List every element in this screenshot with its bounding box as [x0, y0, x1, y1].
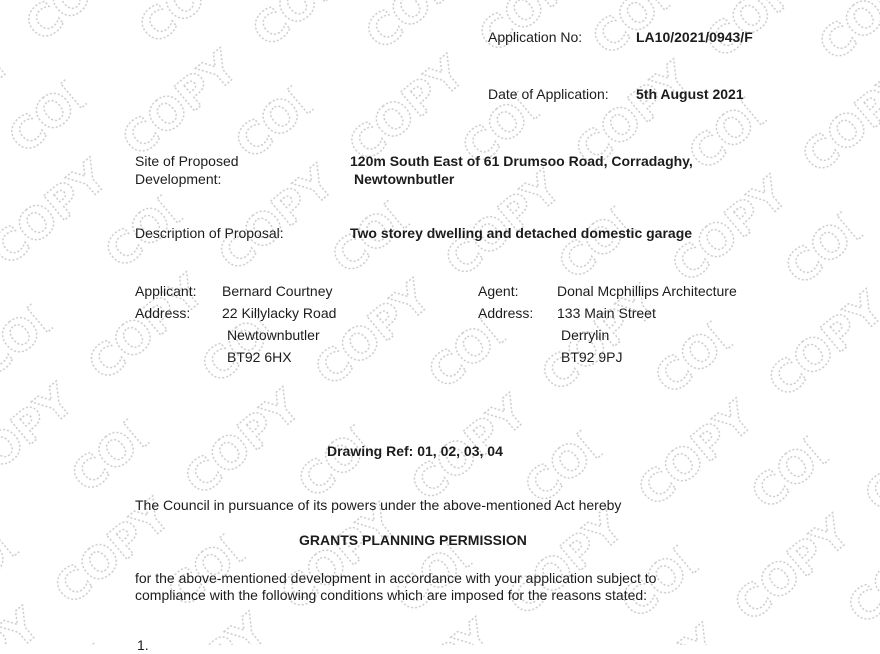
agent-address-label: Address:: [478, 305, 534, 321]
applicant-label: Applicant:: [135, 283, 197, 299]
applicant-address-label: Address:: [135, 305, 191, 321]
proposal-value: Two storey dwelling and detached domestic garage: [350, 225, 693, 241]
application-no-label: Application No:: [488, 29, 583, 45]
agent-name: Donal Mcphillips Architecture: [557, 283, 737, 299]
drawing-reference: Drawing Ref: 01, 02, 03, 04: [327, 443, 503, 459]
agent-address-line1: 133 Main Street: [557, 305, 656, 321]
applicant-address-line3: BT92 6HX: [227, 349, 292, 365]
site-value-line1: 120m South East of 61 Drumsoo Road, Corradaghy,: [350, 153, 693, 169]
agent-address-line3: BT92 9PJ: [561, 349, 623, 365]
decision-heading: GRANTS PLANNING PERMISSION: [299, 532, 527, 548]
application-no-value: LA10/2021/0943/F: [636, 29, 753, 45]
date-of-application-value: 5th August 2021: [636, 86, 744, 102]
applicant-address-line2: Newtownbutler: [227, 327, 320, 343]
proposal-label: Description of Proposal:: [135, 225, 284, 241]
site-value-line2: Newtownbutler: [354, 171, 455, 187]
agent-address-line2: Derrylin: [561, 327, 610, 343]
site-label-line1: Site of Proposed: [135, 153, 239, 169]
applicant-address-line1: 22 Killylacky Road: [222, 305, 337, 321]
conditions-intro-line1: for the above-mentioned development in accordance with your application subject to: [135, 570, 657, 586]
conditions-intro-line2: compliance with the following conditions which are imposed for the reasons stated:: [135, 587, 648, 603]
condition-number: 1.: [137, 637, 149, 653]
site-label-line2: Development:: [135, 171, 222, 187]
applicant-name: Bernard Courtney: [222, 283, 333, 299]
agent-label: Agent:: [478, 283, 519, 299]
date-of-application-label: Date of Application:: [488, 86, 609, 102]
intro-statement: The Council in pursuance of its powers under the above-mentioned Act hereby: [135, 497, 622, 513]
